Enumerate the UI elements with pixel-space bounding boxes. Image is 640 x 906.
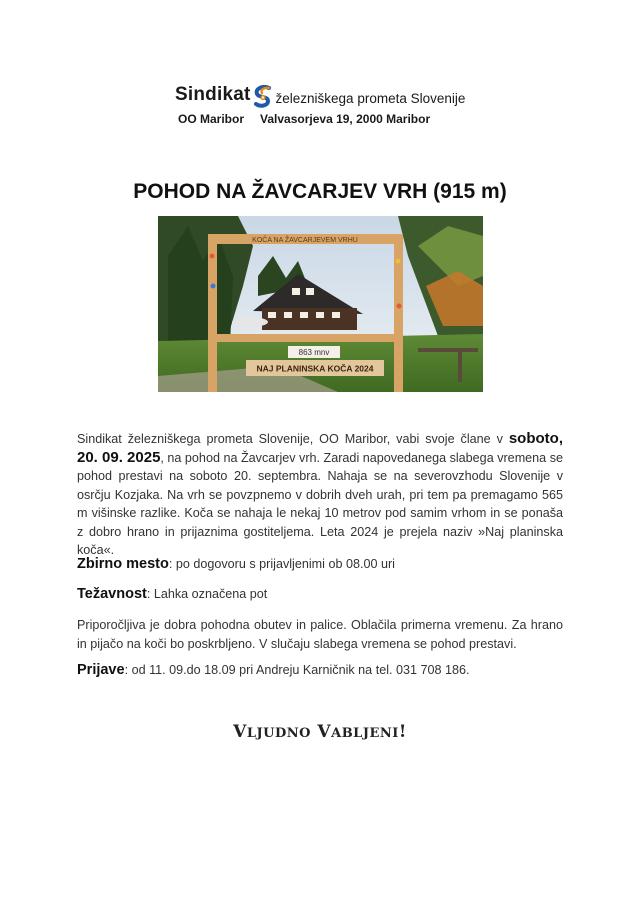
address-line: [178, 112, 430, 126]
closing-word-2: ABLJENI: [331, 726, 399, 741]
logo-wordmark: Sindikat: [175, 84, 251, 105]
branch-name: OO Maribor: [178, 112, 245, 126]
difficulty-value: : Lahka označena pot: [146, 587, 268, 601]
event-date: soboto, 20. 09. 2025: [77, 430, 563, 466]
closing-letter-2: V: [317, 722, 332, 742]
intro-paragraph: [77, 430, 563, 560]
frame-sign-text: KOČA NA ŽAVCARJEVEM VRHU: [252, 237, 358, 244]
closing-greeting: [0, 722, 640, 742]
advice-paragraph: Priporočljiva je dobra pohodna obutev in palice. Oblačila primerna vremenu. Za hrano in pijačo na koči bo poskrbljeno. V slučaju slabega vremena se pohod prestavi.: [77, 618, 563, 651]
logo-subtitle: železniškega prometa Slovenije: [275, 91, 466, 106]
page-title: POHOD NA ŽAVCARJEV VRH (915 m): [133, 180, 507, 203]
signup-label: Prijave: [77, 662, 125, 678]
intro-part-3: Nahaja se na severovzhodu Slovenije v osrčju Kozjaka. Na vrh se povzpnemo v dobrih dveh urah, pri tem pa premagamo 565 m višinske razlike. Koča se nahaja le nekaj 10 metrov pod samim vrhom in se ponaša z dobro hrano in prijaznima gostiteljema. Leta 2024 je prejela naziv »Naj planinska koča«.: [77, 469, 563, 557]
closing-word-1: LJUDNO: [246, 726, 311, 741]
intro-part-2: , na pohod na Žavcarjev vrh. Zaradi napovedanega slabega vremena se pohod prestavi na soboto 20. septembra.: [77, 450, 563, 483]
award-sign-text: NAJ PLANINSKA KOČA 2024: [256, 363, 374, 374]
signup-row: [77, 662, 470, 678]
mountain-hut-photo: [158, 216, 483, 392]
altitude-sign-text: 863 mnv: [298, 348, 330, 357]
organization-logo: [175, 80, 465, 106]
union-emblem-icon: [252, 85, 274, 109]
meeting-point-label: Zbirno mesto: [77, 556, 169, 572]
difficulty-label: Težavnost: [77, 586, 147, 602]
difficulty-row: [77, 586, 267, 602]
intro-part-1: Sindikat železniškega prometa Slovenije, OO Maribor, vabi svoje člane v: [77, 432, 509, 446]
closing-letter-1: V: [233, 722, 247, 742]
street-address: Valvasorjeva 19, 2000 Maribor: [260, 112, 431, 126]
meeting-point-value: : po dogovoru s prijavljenimi ob 08.00 uri: [168, 557, 395, 571]
meeting-point-row: [77, 556, 395, 572]
signup-value: : od 11. 09.do 18.09 pri Andreju Karničnik na tel. 031 708 186.: [124, 663, 470, 677]
closing-exclamation: !: [398, 722, 407, 742]
